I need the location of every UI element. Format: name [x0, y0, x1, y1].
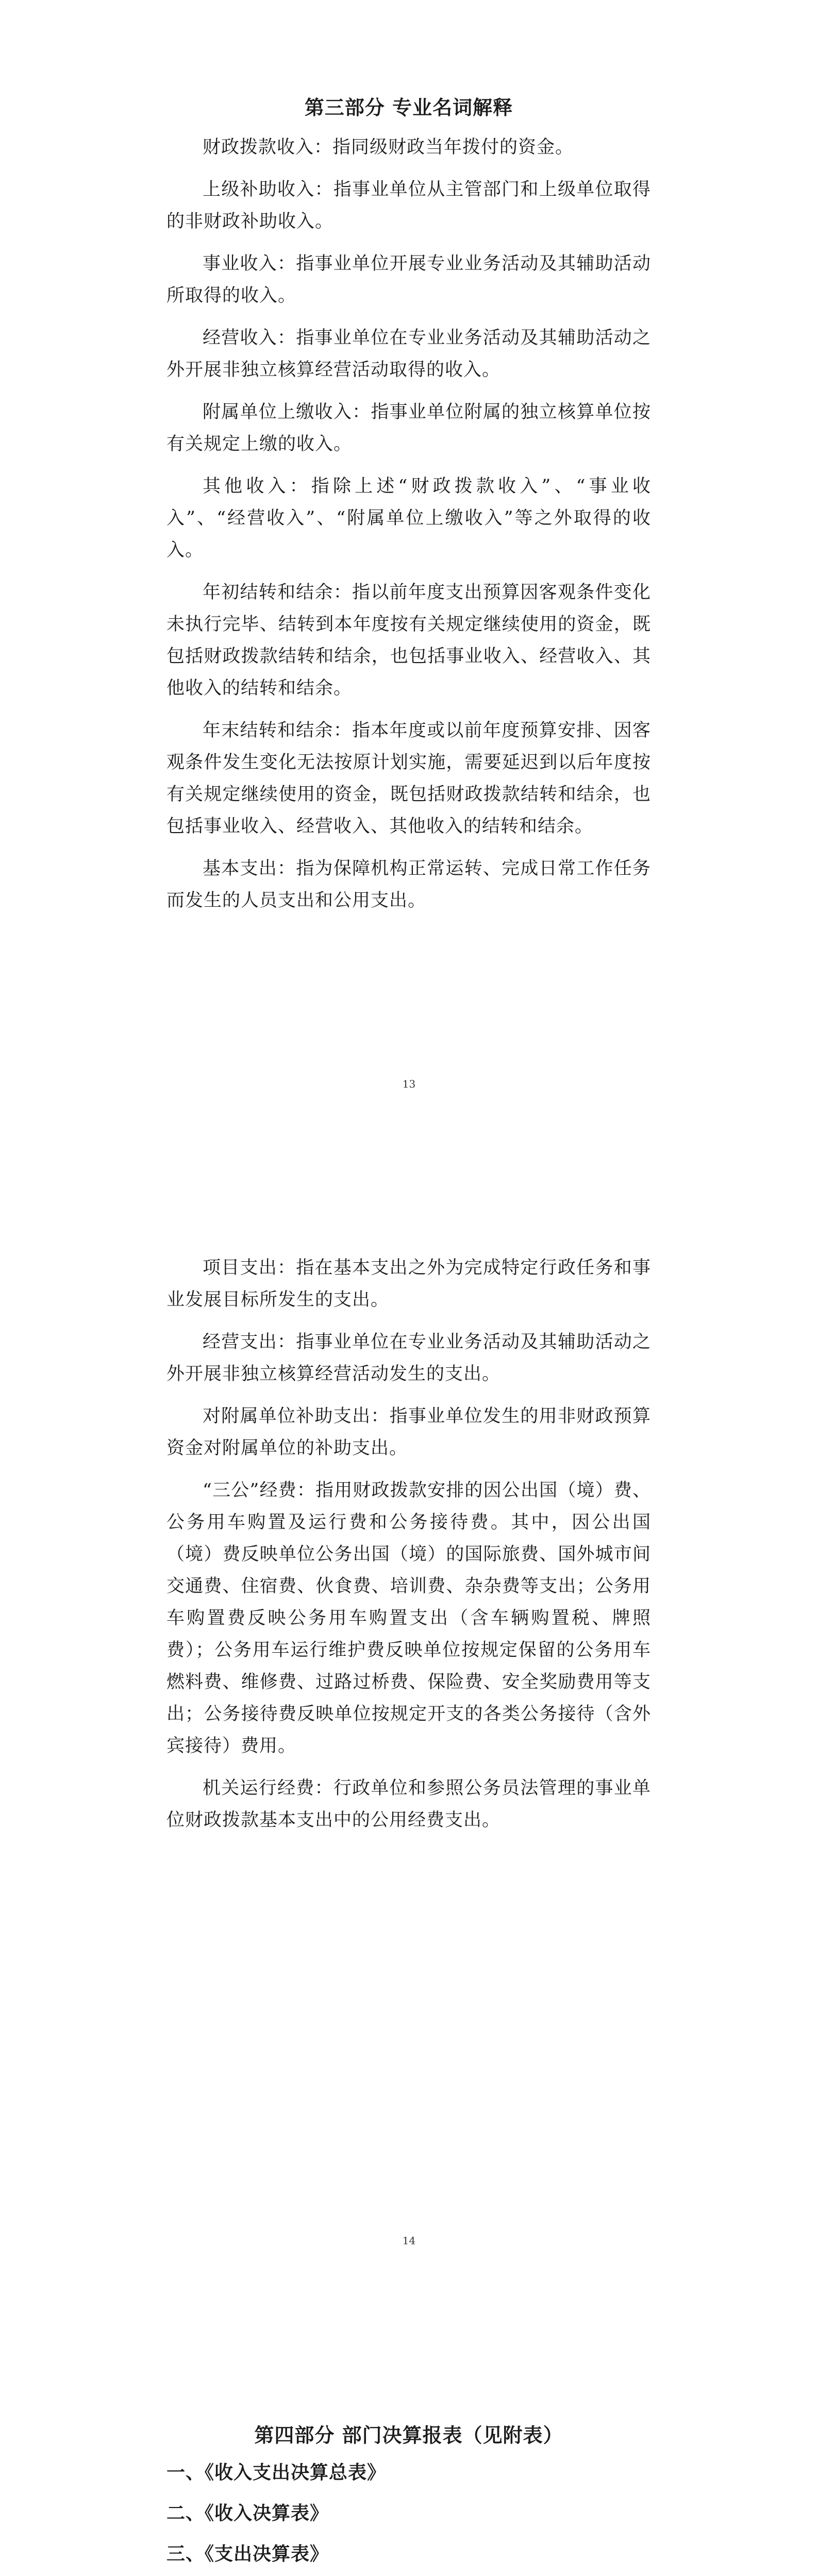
- list-item-number: 一、: [166, 2462, 205, 2483]
- page-15-content: [166, 2419, 651, 2576]
- paragraph: 上级补助收入：指事业单位从主管部门和上级单位取得的非财政补助收入。: [166, 179, 651, 232]
- page-number: 13: [402, 1078, 416, 1090]
- list-item: [166, 2459, 651, 2487]
- list-item-text: 《收入支出决算总表》: [205, 2462, 387, 2483]
- list-item-number: 二、: [166, 2503, 205, 2524]
- list-item-text: 《支出决算表》: [205, 2544, 329, 2565]
- paragraph: 事业收入：指事业单位开展专业业务活动及其辅助活动所取得的收入。: [166, 253, 651, 306]
- list-item-text: 《收入决算表》: [205, 2503, 329, 2524]
- paragraph: 附属单位上缴收入：指事业单位附属的独立核算单位按有关规定上缴的收入。: [166, 402, 651, 454]
- paragraph: 年末结转和结余：指本年度或以前年度预算安排、因客观条件发生变化无法按原计划实施，需要延迟到以后年度按有关规定继续使用的资金，既包括财政拨款结转和结余，也包括事业收入、经营收入、其他收入的结转和结余。: [166, 720, 651, 837]
- paragraph: 对附属单位补助支出：指事业单位发生的用非财政预算资金对附属单位的补助支出。: [166, 1406, 651, 1459]
- paragraph: 年初结转和结余：指以前年度支出预算因客观条件变化未执行完毕、结转到本年度按有关规定继续使用的资金，既包括财政拨款结转和结余，也包括事业收入、经营收入、其他收入的结转和结余。: [166, 582, 651, 699]
- section-title-reports: 第四部分 部门决算报表（见附表）: [254, 2424, 563, 2447]
- report-list: [166, 2459, 651, 2576]
- paragraph: 其他收入：指除上述“财政拨款收入”、“事业收入”、“经营收入”、“附属单位上缴收入”等之外取得的收入。: [166, 476, 651, 561]
- section-title-glossary: 第三部分 专业名词解释: [304, 96, 513, 119]
- paragraph: 经营支出：指事业单位在专业业务活动及其辅助活动之外开展非独立核算经营活动发生的支出。: [166, 1332, 651, 1384]
- paragraph: 财政拨款收入：指同级财政当年拨付的资金。: [203, 137, 574, 158]
- paragraph: 机关运行经费：行政单位和参照公务员法管理的事业单位财政拨款基本支出中的公用经费支出。: [166, 1778, 651, 1831]
- page-15: [0, 2313, 818, 2576]
- paragraph: 项目支出：指在基本支出之外为完成特定行政任务和事业发展目标所发生的支出。: [166, 1258, 651, 1310]
- list-item: [166, 2500, 651, 2528]
- page-14-content: [166, 1252, 651, 1846]
- paragraph: 基本支出：指为保障机构正常运转、完成日常工作任务而发生的人员支出和公用支出。: [166, 858, 651, 911]
- paragraph: “三公”经费：指用财政拨款安排的因公出国（境）费、公务用车购置及运行费和公务接待费。其中，因公出国（境）费反映单位公务出国（境）的国际旅费、国外城市间交通费、住宿费、伙食费、培训费、杂杂费等支出；公务用车购置费反映公务用车购置支出（含车辆购置税、牌照费）；公务用车运行维护费反映单位按规定保留的公务用车燃料费、维修费、过路过桥费、保险费、安全奖励费用等支出；公务接待费反映单位按规定开支的各类公务接待（含外宾接待）费用。: [166, 1480, 651, 1756]
- paragraph: 经营收入：指事业单位在专业业务活动及其辅助活动之外开展非独立核算经营活动取得的收入。: [166, 328, 651, 380]
- page-13-content: [166, 92, 651, 927]
- page-14: [0, 1157, 818, 2313]
- page-13: [0, 0, 818, 1157]
- list-item-number: 三、: [166, 2544, 205, 2565]
- page-number: 14: [402, 2234, 416, 2247]
- list-item: [166, 2540, 651, 2568]
